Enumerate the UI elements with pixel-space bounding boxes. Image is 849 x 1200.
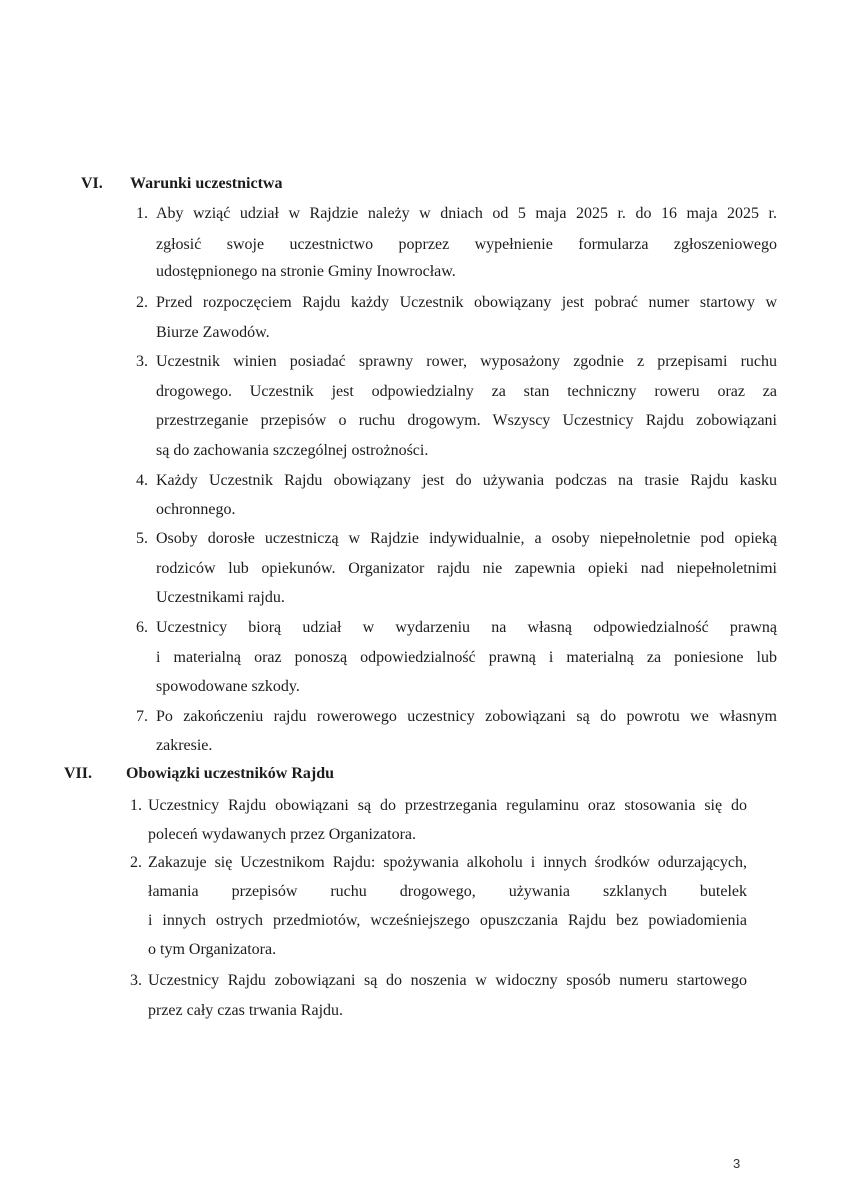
item-line: Osoby dorosłe uczestniczą w Rajdzie indywidualnie, a osoby niepełnoletnie pod opieką xyxy=(156,530,777,547)
item-line: Każdy Uczestnik Rajdu obowiązany jest do używania podczas na trasie Rajdu kasku xyxy=(156,472,777,489)
item-line: Aby wziąć udział w Rajdzie należy w dniach od 5 maja 2025 r. do 16 maja 2025 r. xyxy=(156,205,777,222)
item-number: 7. xyxy=(136,708,148,725)
item-line: Przed rozpoczęciem Rajdu każdy Uczestnik obowiązany jest pobrać numer startowy w xyxy=(156,294,777,311)
item-line: i innych ostrych przedmiotów, wcześniejszego opuszczania Rajdu bez powiadomienia xyxy=(148,912,747,929)
item-line: Uczestnicy Rajdu obowiązani są do przestrzegania regulaminu oraz stosowania się do xyxy=(148,797,747,814)
item-number: 5. xyxy=(136,530,148,547)
item-line: przestrzeganie przepisów o ruchu drogowym. Wszyscy Uczestnicy Rajdu zobowiązani xyxy=(156,412,777,429)
item-number: 3. xyxy=(136,353,148,370)
item-number: 2. xyxy=(136,294,148,311)
item-line: Uczestnik winien posiadać sprawny rower, wyposażony zgodnie z przepisami ruchu xyxy=(156,353,777,370)
item-line: poleceń wydawanych przez Organizatora. xyxy=(148,826,417,843)
item-number: 2. xyxy=(130,854,142,871)
item-number: 1. xyxy=(130,797,142,814)
item-line: ochronnego. xyxy=(156,501,236,518)
item-line: przez cały czas trwania Rajdu. xyxy=(148,1002,344,1019)
item-line: i materialną oraz ponoszą odpowiedzialność prawną i materialną za poniesione lub xyxy=(156,649,777,666)
item-line: Uczestnicy biorą udział w wydarzeniu na własną odpowiedzialność prawną xyxy=(156,619,777,636)
item-number: 4. xyxy=(136,472,148,489)
item-line: udostępnionego na stronie Gminy Inowrocław. xyxy=(156,263,456,280)
section-number: VI. xyxy=(81,175,103,192)
section-title: Warunki uczestnictwa xyxy=(130,175,283,192)
item-line: Biurze Zawodów. xyxy=(156,324,270,341)
item-line: zakresie. xyxy=(156,737,213,754)
item-line: o tym Organizatora. xyxy=(148,941,277,958)
page-number: 3 xyxy=(733,1156,741,1171)
item-line: Zakazuje się Uczestnikom Rajdu: spożywania alkoholu i innych środków odurzających, xyxy=(148,854,747,871)
item-line: drogowego. Uczestnik jest odpowiedzialny za stan techniczny roweru oraz za xyxy=(156,383,777,400)
item-number: 6. xyxy=(136,619,148,636)
item-line: łamania przepisów ruchu drogowego, używania szklanych butelek xyxy=(148,883,747,900)
item-line: rodziców lub opiekunów. Organizator rajdu nie zapewnia opieki nad niepełnoletnimi xyxy=(156,560,777,577)
section-title: Obowiązki uczestników Rajdu xyxy=(126,765,335,782)
section-number: VII. xyxy=(64,765,93,782)
item-line: spowodowane szkody. xyxy=(156,678,300,695)
item-number: 3. xyxy=(130,972,142,989)
item-line: są do zachowania szczególnej ostrożności. xyxy=(156,442,429,459)
item-line: zgłosić swoje uczestnictwo poprzez wypełnienie formularza zgłoszeniowego xyxy=(156,236,777,253)
item-line: Uczestnikami rajdu. xyxy=(156,589,285,606)
item-number: 1. xyxy=(136,205,148,222)
item-line: Po zakończeniu rajdu rowerowego uczestnicy zobowiązani są do powrotu we własnym xyxy=(156,708,777,725)
item-line: Uczestnicy Rajdu zobowiązani są do noszenia w widoczny sposób numeru startowego xyxy=(148,972,747,989)
